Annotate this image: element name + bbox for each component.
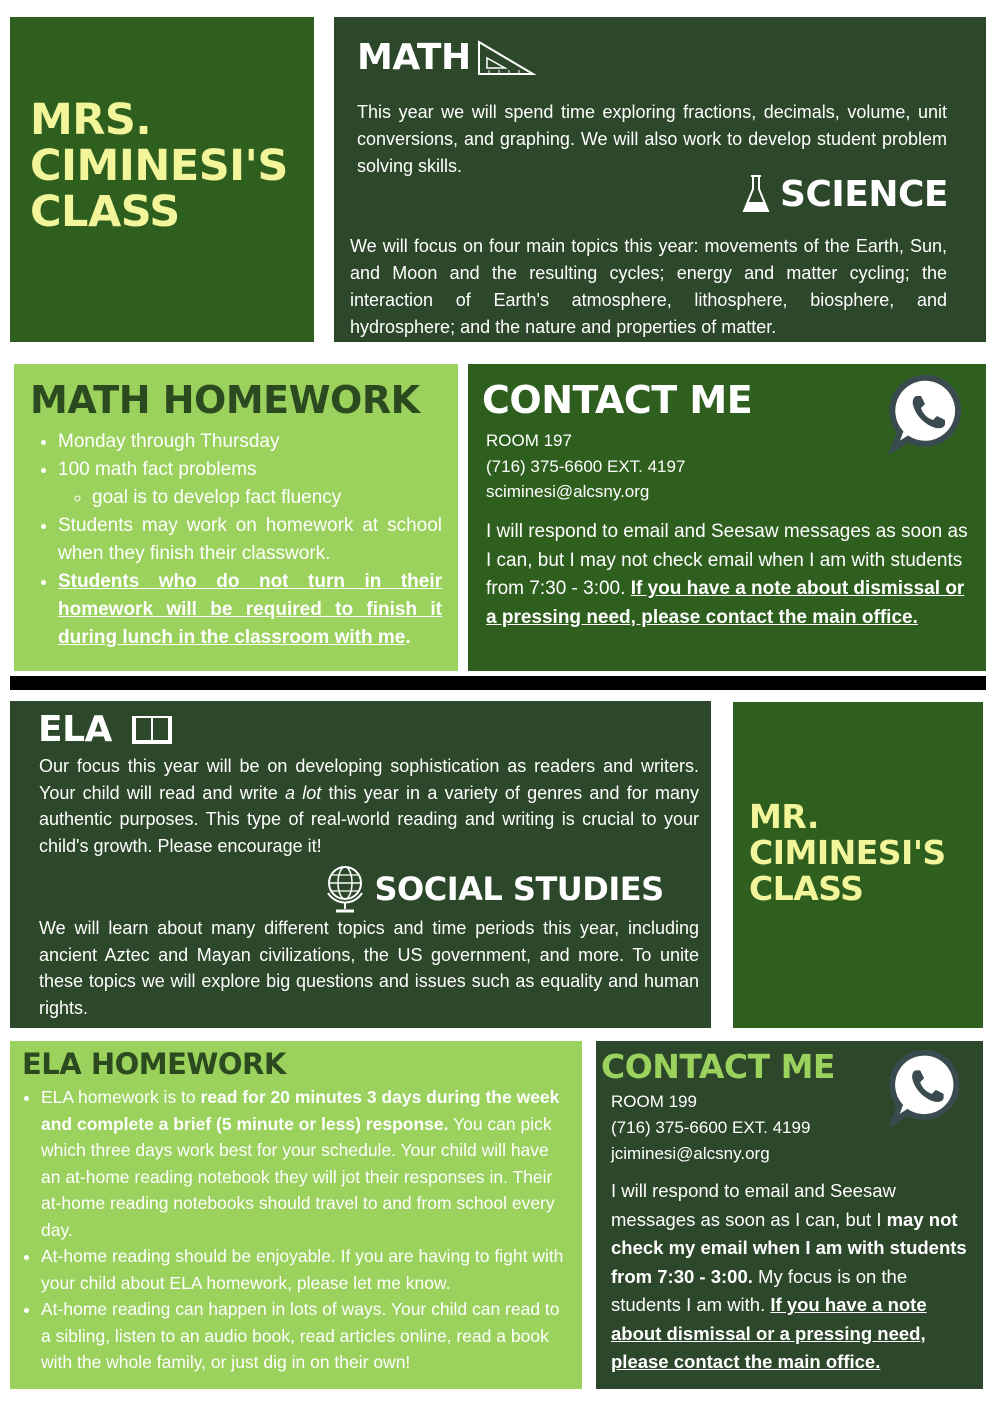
mr-title-panel: [733, 702, 983, 1028]
science-heading-row: [740, 173, 948, 215]
ela-social-panel: [10, 701, 711, 1028]
social-studies-description: We will learn about many different topics and time periods this year, including ancient Aztec and Mayan civilizations, the US government, and more. To unite these topics we will explore big questions and issues such as equality and human rights.: [39, 918, 699, 1018]
math-homework-list: [58, 428, 442, 652]
math-homework-panel: [14, 364, 458, 671]
list-item: • Students may work on homework at school when they finish their classwork.: [58, 512, 442, 568]
ela-homework-heading: ELA HOMEWORK: [22, 1047, 286, 1081]
math-heading-row: [357, 37, 537, 78]
social-heading-row: [324, 863, 664, 915]
list-item: • Monday through Thursday: [58, 428, 442, 456]
globe-icon: [324, 863, 366, 915]
email-address: sciminesi@alcsny.org: [486, 482, 650, 501]
list-item: • Students who do not turn in their homework will be required to finish it during lunch in the classroom with me.: [58, 568, 442, 652]
math-heading: MATH: [357, 37, 471, 78]
contact-details: [486, 428, 685, 505]
ruler-triangle-icon: [475, 38, 537, 78]
contact-details: [611, 1089, 810, 1167]
flask-icon: [740, 173, 772, 215]
social-studies-heading: SOCIAL STUDIES: [374, 870, 664, 908]
list-item: ◦ goal is to develop fact fluency: [92, 484, 442, 512]
phone-number: (716) 375-6600 EXT. 4197: [486, 456, 686, 476]
ela-heading-row: [38, 709, 174, 750]
list-item: • 100 math fact problems ◦ goal is to develop fact fluency: [58, 456, 442, 512]
contact-message: I will respond to email and Seesaw messages as soon as I can, but I may not check email when I am with students from 7:30 - 3:00. If you have a note about dismissal or a pressing need, please contact the main office.: [486, 521, 968, 628]
list-item: • ELA homework is to read for 20 minutes 3 days during the week and complete a brief (5 minute or less) response. You can pick which three days work best for your schedule. Your child will have an at-home reading notebook they will jot their responses in. Their at-home reading notebooks should travel to and from school every day.: [41, 1084, 571, 1243]
math-description: This year we will spend time exploring fractions, decimals, volume, unit conversions, and graphing. We will also work to develop student problem solving skills.: [357, 102, 947, 176]
mr-class-title: MR. CIMINESI'S CLASS: [749, 797, 946, 908]
ela-description: Our focus this year will be on developing sophistication as readers and writers. Your child will read and write a lot this year in a variety of genres and for many authentic purposes. This type of real-world reading and writing is crucial to your child's growth. Please encourage it!: [39, 756, 699, 856]
ela-homework-list: [41, 1084, 571, 1376]
contact-panel-mrs: [468, 364, 986, 671]
email-address: jciminesi@alcsny.org: [611, 1144, 770, 1163]
phone-number: (716) 375-6600 EXT. 4199: [611, 1118, 811, 1137]
phone-chat-icon: [888, 372, 970, 454]
room-number: ROOM 197: [486, 431, 572, 450]
math-science-panel: [334, 17, 986, 342]
contact-message: I will respond to email and Seesaw messages as soon as I can, but I may not check my email when I am with students from 7:30 - 3:00. My focus is on the students I am with. If you have a note about dismissal or a pressing need, please contact the main office.: [611, 1180, 967, 1372]
science-heading: SCIENCE: [780, 173, 948, 215]
list-item: • At-home reading should be enjoyable. If you are having to fight with your child about ELA homework, please let me know.: [41, 1243, 571, 1296]
ela-homework-panel: [10, 1041, 582, 1389]
contact-heading: CONTACT ME: [601, 1047, 835, 1086]
science-description: We will focus on four main topics this year: movements of the Earth, Sun, and Moon and the resulting cycles; energy and matter cycling; the interaction of Earth's atmosphere, lithosphere, biosphere, and hydrosphere; and the nature and properties of matter.: [350, 236, 947, 337]
mrs-title-panel: [10, 17, 314, 342]
contact-panel-mr: [596, 1041, 983, 1389]
room-number: ROOM 199: [611, 1092, 697, 1111]
phone-chat-icon: [888, 1047, 968, 1127]
math-homework-heading: MATH HOMEWORK: [30, 378, 420, 422]
divider: [10, 676, 986, 690]
contact-heading: CONTACT ME: [482, 378, 753, 422]
ela-heading: ELA: [38, 709, 112, 750]
mrs-class-title: MRS. CIMINESI'S CLASS: [30, 95, 288, 237]
list-item: • At-home reading can happen in lots of ways. Your child can read to a sibling, listen to an audio book, read articles online, read a book with the whole family, or just dig in on their own!: [41, 1296, 571, 1376]
book-icon: [130, 712, 174, 748]
